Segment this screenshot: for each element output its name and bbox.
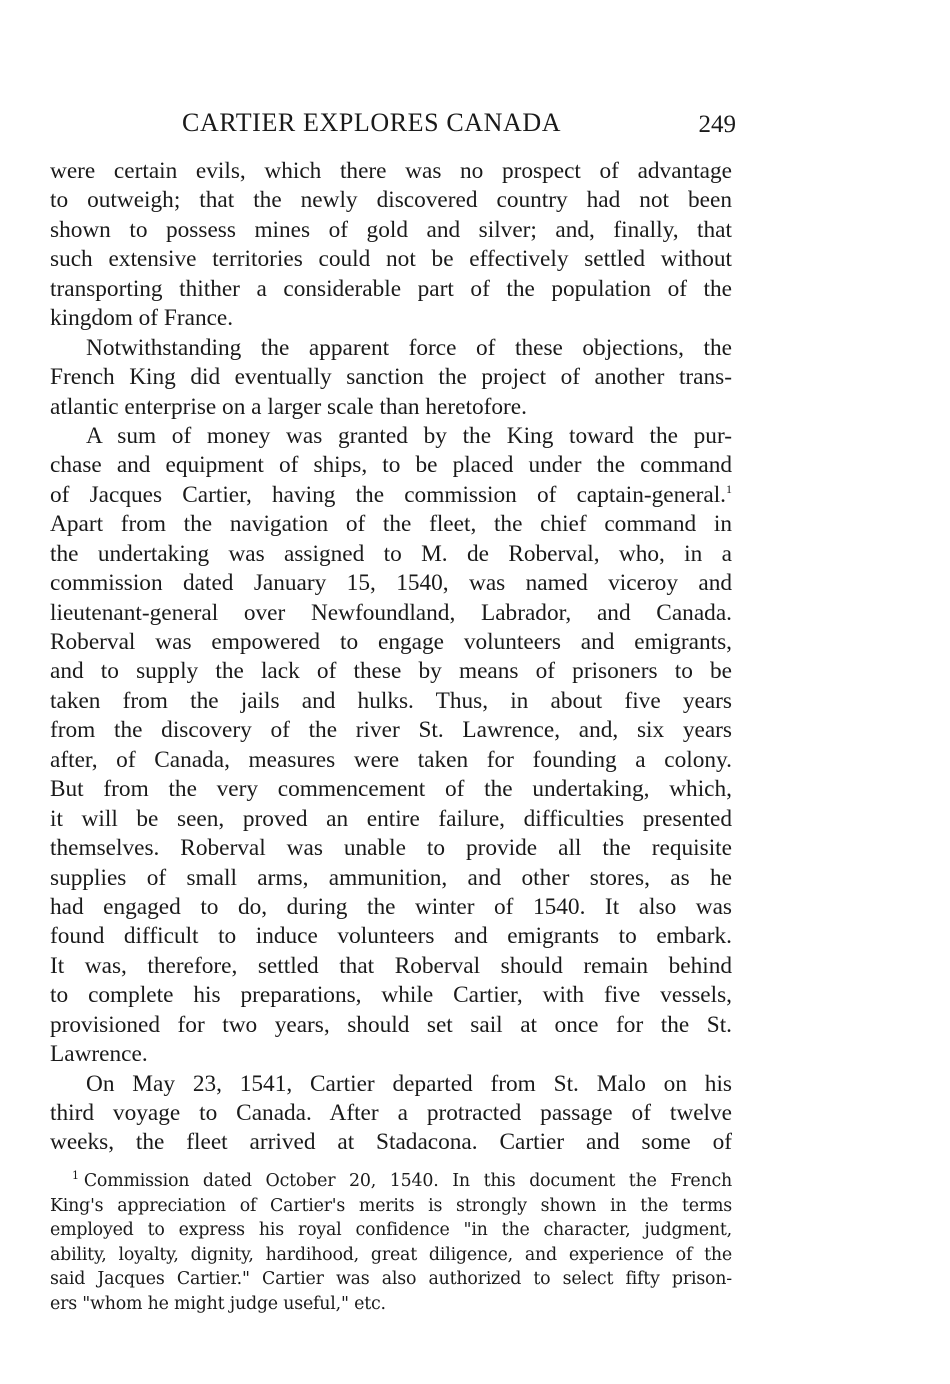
text-line: taken from the jails and hulks. Thus, in about five years bbox=[50, 687, 732, 714]
text-line: Apart from the navigation of the fleet, the chief command in bbox=[50, 511, 732, 538]
footnote-line: ability, loyalty, dignity, hardihood, great diligence, and experience of the bbox=[50, 1244, 732, 1265]
text-line: from the discovery of the river St. Lawrence, and, six years bbox=[50, 717, 732, 744]
body-text bbox=[50, 157, 732, 1158]
footnote-line: employed to express his royal confidence "in the character, judgment, bbox=[50, 1220, 732, 1240]
text-line: third voyage to Canada. After a protracted passage of twelve bbox=[50, 1100, 732, 1126]
text-line: It was, therefore, settled that Roberval should remain behind bbox=[50, 952, 732, 979]
footnote-text: Commission dated October 20, 1540. In this document the French bbox=[83, 1171, 732, 1191]
text-line: lieutenant-general over Newfoundland, Labrador, and Canada. bbox=[50, 599, 732, 626]
text-line: On May 23, 1541, Cartier departed from St. Malo on his bbox=[86, 1070, 732, 1097]
text-line: had engaged to do, during the winter of 1540. It also was bbox=[50, 893, 732, 920]
text-line-with-footnote-ref bbox=[50, 481, 732, 510]
text-line: kingdom of France. bbox=[50, 305, 234, 332]
text-line: it will be seen, proved an entire failure, difficulties presented bbox=[50, 805, 732, 832]
text-line: and to supply the lack of these by means of prisoners to be bbox=[50, 658, 732, 685]
footnote-line: said Jacques Cartier." Cartier was also authorized to select fifty prison- bbox=[50, 1269, 732, 1289]
text-line: such extensive territories could not be effectively settled without bbox=[50, 246, 732, 273]
text-line: shown to possess mines of gold and silver; and, finally, that bbox=[50, 216, 732, 243]
footnote-line bbox=[50, 1169, 732, 1194]
running-title: CARTIER EXPLORES CANADA bbox=[182, 108, 562, 137]
text-line: the undertaking was assigned to M. de Roberval, who, in a bbox=[50, 540, 732, 567]
paragraph bbox=[50, 334, 732, 422]
text-line: weeks, the fleet arrived at Stadacona. Cartier and some of bbox=[50, 1129, 732, 1156]
text-line: to outweigh; that the newly discovered country had not been bbox=[50, 187, 732, 214]
text-line: to complete his preparations, while Cartier, with five vessels, bbox=[50, 982, 732, 1009]
paragraph bbox=[50, 422, 732, 1070]
text-line: French King did eventually sanction the project of another trans- bbox=[50, 364, 732, 391]
running-head bbox=[50, 106, 736, 140]
footnote-marker: 1 bbox=[72, 1169, 79, 1182]
text-span: of Jacques Cartier, having the commission of captain-general. bbox=[50, 481, 726, 508]
text-line: were certain evils, which there was no prospect of advantage bbox=[50, 158, 732, 184]
text-line: A sum of money was granted by the King toward the pur- bbox=[86, 422, 732, 449]
footnote bbox=[50, 1169, 732, 1316]
text-line: commission dated January 15, 1540, was named viceroy and bbox=[50, 570, 732, 597]
paragraph bbox=[50, 157, 732, 334]
text-line: Lawrence. bbox=[50, 1041, 148, 1068]
footnote-reference: 1 bbox=[726, 481, 732, 496]
text-line: chase and equipment of ships, to be placed under the command bbox=[50, 452, 732, 479]
text-line: supplies of small arms, ammunition, and other stores, as he bbox=[50, 864, 732, 891]
footnote-line: King's appreciation of Cartier's merits is strongly shown in the terms bbox=[50, 1195, 732, 1216]
page-number: 249 bbox=[698, 111, 736, 138]
text-line: themselves. Roberval was unable to provide all the requisite bbox=[50, 835, 732, 862]
text-line: provisioned for two years, should set sail at once for the St. bbox=[50, 1011, 732, 1038]
footnote-line: ers "whom he might judge useful," etc. bbox=[50, 1293, 386, 1314]
text-line: But from the very commencement of the undertaking, which, bbox=[50, 776, 732, 803]
text-line: after, of Canada, measures were taken for founding a colony. bbox=[50, 746, 732, 773]
text-line: found difficult to induce volunteers and emigrants to embark. bbox=[50, 923, 732, 950]
text-line: transporting thither a considerable part of the population of the bbox=[50, 275, 732, 302]
text-line: Roberval was empowered to engage volunteers and emigrants, bbox=[50, 629, 732, 655]
text-line: atlantic enterprise on a larger scale than heretofore. bbox=[50, 393, 527, 420]
paragraph bbox=[50, 1070, 732, 1158]
text-line: Notwithstanding the apparent force of these objections, the bbox=[86, 334, 732, 361]
